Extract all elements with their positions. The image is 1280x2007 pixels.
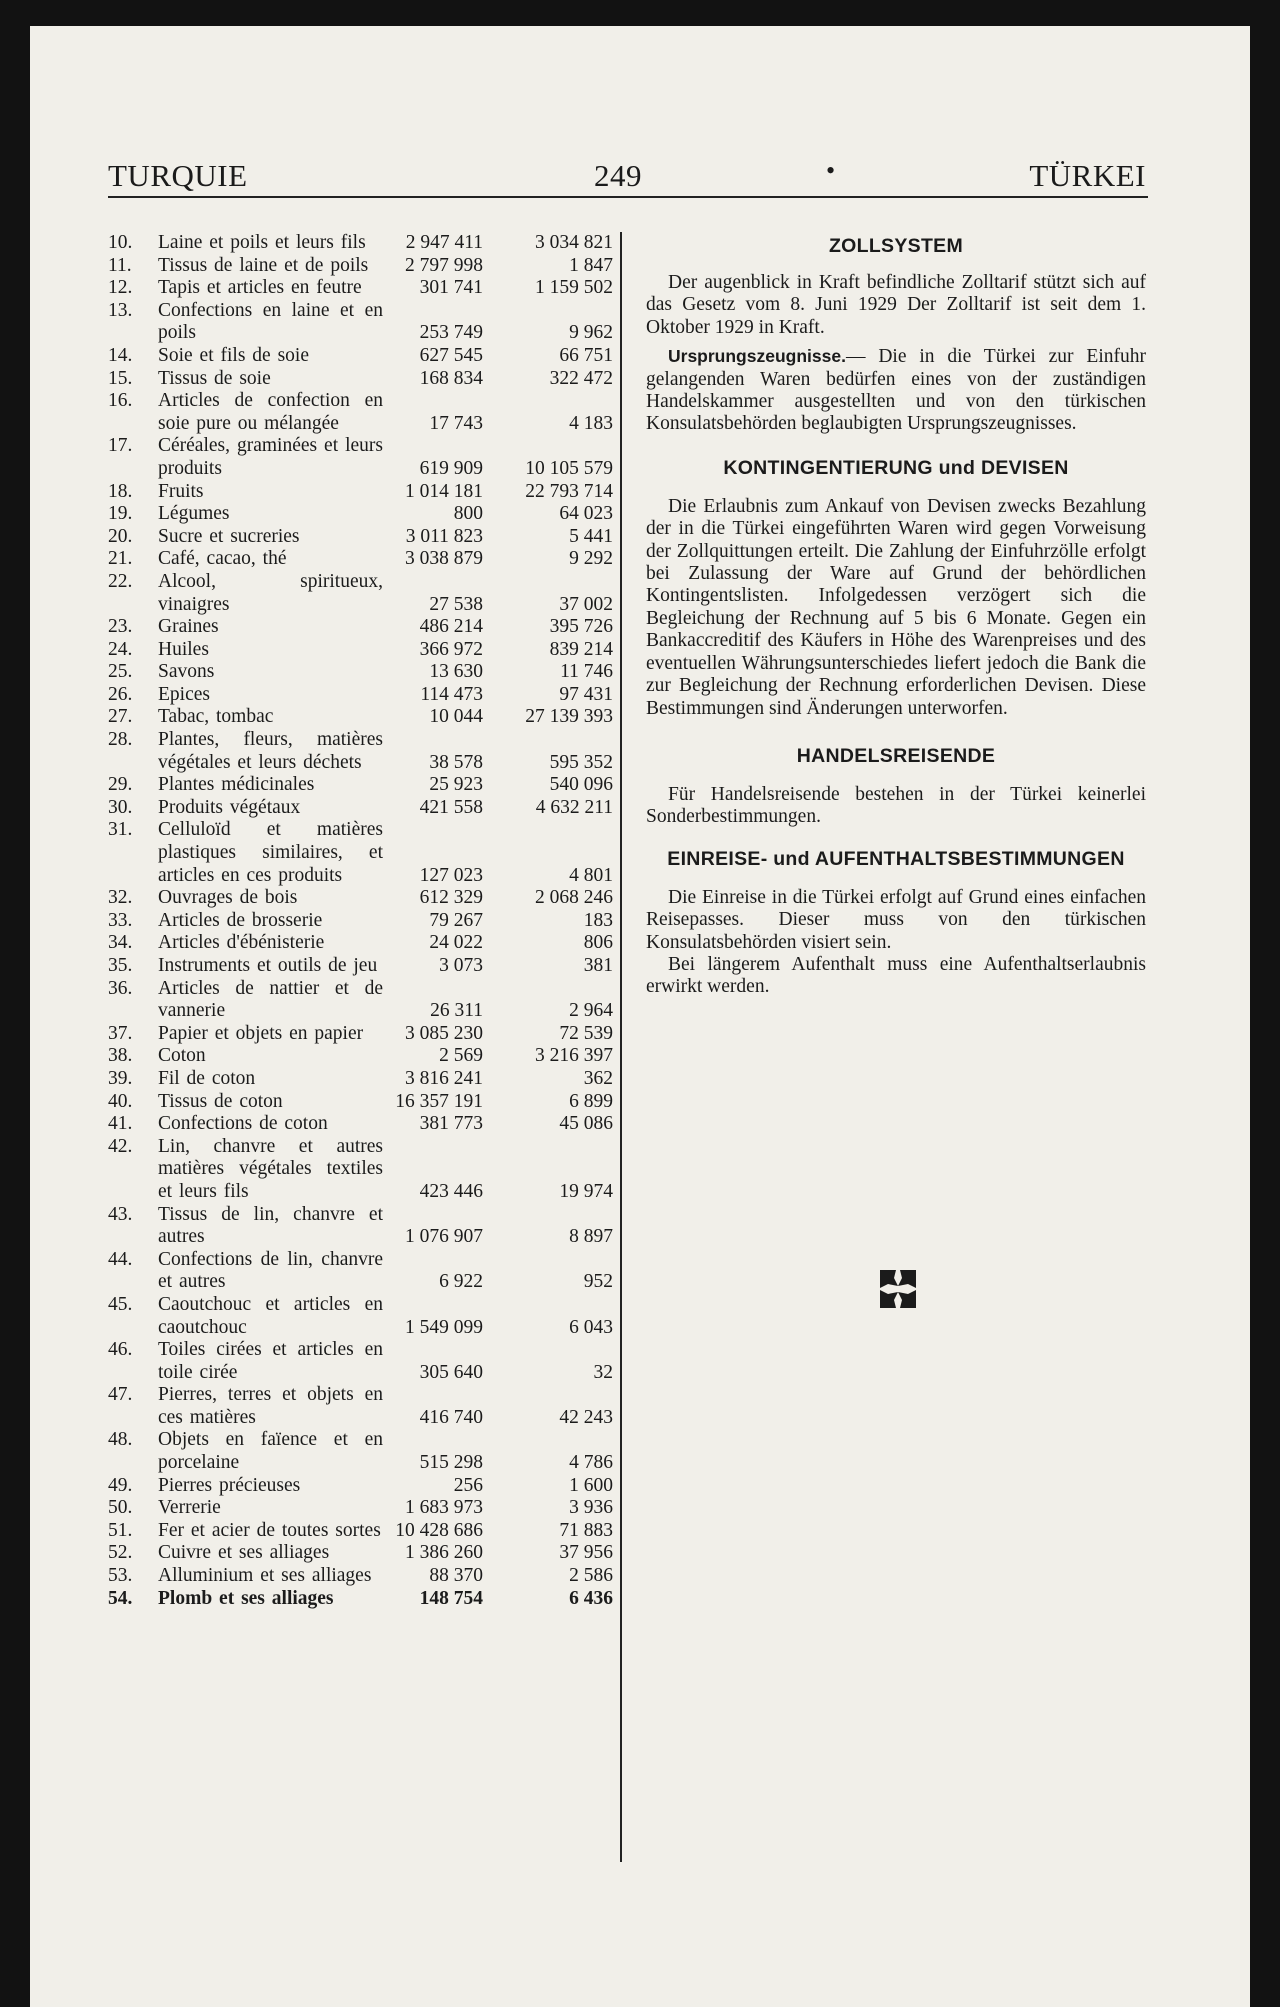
row-description: Fer et acier de toutes sortes: [158, 1519, 381, 1541]
row-value-2: 9 292: [569, 548, 613, 570]
row-value-2: 4 801: [569, 864, 613, 886]
row-value-1: 88 370: [429, 1565, 483, 1587]
table-row: [108, 1204, 613, 1249]
row-description: Tissus de laine et de poils: [158, 254, 369, 276]
row-description: Tissus de lin, chanvre et autres: [158, 1203, 383, 1248]
row-value-2: 66 751: [559, 344, 613, 366]
row-value-1: 253 749: [419, 322, 483, 344]
row-number: 30.: [108, 796, 133, 818]
row-description: Articles d'ébénisterie: [158, 932, 325, 954]
zollsystem-heading: ZOLLSYSTEM: [828, 235, 964, 257]
row-value-1: 1 076 907: [405, 1226, 483, 1248]
row-number: 25.: [108, 661, 133, 683]
row-number: 22.: [108, 570, 133, 592]
row-value-2: 97 431: [559, 683, 613, 705]
row-description: Alcool, spiritueux, vinaigres: [158, 570, 383, 615]
row-number: 47.: [108, 1384, 133, 1406]
row-description: Café, cacao, thé: [158, 548, 287, 570]
row-number: 34.: [108, 932, 133, 954]
row-value-2: 71 883: [559, 1519, 613, 1541]
row-number: 50.: [108, 1497, 133, 1519]
table-row: [108, 774, 613, 797]
row-value-1: 3 073: [439, 955, 483, 976]
row-value-1: 423 446: [419, 1180, 483, 1202]
table-row: [108, 1023, 613, 1046]
kontingentierung-text: Die Erlaubnis zum Ankauf von Devisen zwecks Bezahlung der in die Türkei eingeführten Waren wird gegen Vorweisung der Zollquittungen erteilt. Die Zahlung der Einfuhrzölle erfolgt bei Zulassung der Ware auf Grund der behördlichen Kontingentslisten. Infolgedessen verzögert sich die Begleichung der Rechnung auf 5 bis 6 Monate. Gegen ein Bankaccreditif des Käufers in Höhe des Warenpreises und des eventuellen Währungsunterschiedes liefert jedoch die Bank die zur Begleichung der Rechnung erforderlichen Devisen. Diese Bestimmungen sind Änderungen unterworfen.: [646, 495, 1146, 719]
row-number: 28.: [108, 729, 133, 751]
row-number: 17.: [108, 435, 133, 457]
row-description: Caoutchouc et articles en caoutchouc: [158, 1293, 383, 1338]
right-column: [646, 232, 1146, 999]
row-description: Plomb et ses alliages: [158, 1587, 334, 1609]
row-value-2: 11 746: [560, 661, 613, 683]
row-number: 20.: [108, 525, 133, 547]
row-description: Instruments et outils de jeu: [158, 955, 378, 976]
row-value-2: 3 936: [569, 1497, 613, 1519]
row-description: Céréales, graminées et leurs produits: [158, 435, 383, 479]
row-value-1: 256: [453, 1474, 483, 1496]
row-value-2: 9 962: [569, 322, 613, 344]
row-number: 54.: [108, 1587, 133, 1609]
ursprung-text: — Die in die Türkei zur Einfuhr gelangenden Waren bedürfen eines von der zuständigen Handelskammer ausgestellten und von den türkischen Konsulatsbehörden beglaubigten Ursprungszeugnisses.: [646, 346, 1146, 435]
table-row: [108, 797, 613, 820]
table-row: [108, 1588, 613, 1611]
row-number: 27.: [108, 706, 133, 728]
row-value-1: 3 085 230: [405, 1022, 483, 1044]
row-value-2: 37 002: [559, 593, 613, 615]
row-value-1: 305 640: [419, 1361, 483, 1383]
row-value-2: 10 105 579: [525, 457, 613, 479]
row-value-2: 183: [583, 909, 613, 931]
row-number: 48.: [108, 1429, 133, 1451]
row-description: Pierres, terres et objets en ces matières: [158, 1384, 383, 1428]
handelsreisende-text: Für Handelsreisende bestehen in der Türkei keinerlei Sonderbestimmungen.: [646, 783, 1146, 828]
table-row: [108, 661, 613, 684]
row-value-1: 25 923: [429, 774, 483, 796]
row-value-2: 72 539: [559, 1022, 613, 1044]
ornament-icon: [878, 1268, 918, 1310]
row-value-2: 6 043: [569, 1316, 613, 1338]
row-value-2: 1 847: [569, 254, 613, 276]
row-value-1: 38 578: [429, 751, 483, 773]
row-description: Cuivre et ses alliages: [158, 1542, 330, 1564]
table-row: [108, 1542, 613, 1565]
row-number: 52.: [108, 1542, 133, 1564]
row-description: Articles de confection en soie pure ou mélangée: [158, 390, 383, 434]
row-description: Tissus de coton: [158, 1090, 283, 1112]
row-description: Tissus de soie: [158, 367, 271, 389]
table-row: [108, 978, 613, 1023]
row-number: 29.: [108, 774, 133, 796]
row-number: 23.: [108, 616, 133, 638]
zollsystem-text: Der augenblick in Kraft befindliche Zolltarif stützt sich auf das Gesetz vom 8. Juni 1929 Der Zolltarif ist seit dem 1. Oktober 1929 in Kraft.: [646, 272, 1146, 338]
row-value-1: 1 386 260: [405, 1542, 483, 1564]
row-value-1: 13 630: [429, 661, 483, 683]
row-description: Articles de nattier et de vannerie: [158, 977, 383, 1022]
row-description: Plantes, fleurs, matières végétales et leurs déchets: [158, 729, 383, 773]
row-value-2: 22 793 714: [525, 480, 613, 502]
row-number: 15.: [108, 367, 133, 389]
row-description: Confections en laine et en poils: [158, 299, 383, 344]
row-value-2: 395 726: [549, 616, 613, 638]
row-value-2: 2 586: [569, 1565, 613, 1587]
row-value-2: 27 139 393: [525, 706, 613, 728]
row-value-2: 1 600: [569, 1474, 613, 1496]
row-number: 51.: [108, 1519, 133, 1541]
row-description: Confections de coton: [158, 1113, 328, 1135]
row-description: Articles de brosserie: [158, 909, 323, 931]
scan-border-top: [0, 0, 1280, 26]
table-row: [108, 616, 613, 639]
row-description: Papier et objets en papier: [158, 1022, 364, 1044]
header-dot: •: [826, 156, 836, 185]
row-number: 13.: [108, 299, 133, 321]
row-value-2: 1 159 502: [535, 277, 613, 299]
table-row: [108, 277, 613, 300]
row-description: Savons: [158, 661, 215, 683]
row-value-1: 3 816 241: [405, 1067, 483, 1089]
table-row: [108, 1429, 613, 1474]
table-row: [108, 1136, 613, 1204]
row-number: 36.: [108, 977, 133, 999]
row-description: Objets en faïence et en porcelaine: [158, 1429, 383, 1474]
row-number: 11.: [108, 254, 132, 276]
row-description: Toiles cirées et articles en toile cirée: [158, 1339, 383, 1383]
row-value-2: 4 786: [569, 1452, 613, 1474]
einreise-heading: EINREISE- und AUFENTHALTSBESTIMMUNGEN: [667, 847, 1125, 870]
row-description: Confections de lin, chanvre et autres: [158, 1248, 383, 1293]
header-rule: [108, 196, 1148, 198]
ursprung-paragraph: [646, 345, 1146, 436]
row-value-2: 3 034 821: [535, 232, 613, 253]
row-value-2: 45 086: [559, 1113, 613, 1135]
table-row: [108, 1384, 613, 1429]
row-number: 44.: [108, 1248, 133, 1270]
row-description: Huiles: [158, 638, 209, 660]
table-row: [108, 435, 613, 480]
page-number: 249: [594, 158, 642, 193]
table-row: [108, 255, 613, 278]
table-row: [108, 571, 613, 616]
table-row: [108, 1113, 613, 1136]
row-value-1: 301 741: [419, 277, 483, 299]
row-value-1: 2 569: [439, 1045, 483, 1067]
row-number: 10.: [108, 232, 133, 253]
row-value-2: 806: [583, 932, 613, 954]
row-number: 12.: [108, 277, 133, 299]
page-header: [108, 158, 1146, 198]
row-number: 49.: [108, 1474, 133, 1496]
row-value-2: 595 352: [549, 751, 613, 773]
row-number: 37.: [108, 1022, 133, 1044]
row-number: 33.: [108, 909, 133, 931]
row-value-2: 2 068 246: [535, 887, 613, 909]
row-number: 18.: [108, 480, 133, 502]
table-row: [108, 684, 613, 707]
row-value-1: 366 972: [419, 638, 483, 660]
row-description: Epices: [158, 683, 210, 705]
row-number: 14.: [108, 344, 133, 366]
row-value-1: 627 545: [419, 344, 483, 366]
row-value-2: 839 214: [549, 638, 613, 660]
row-value-2: 952: [583, 1271, 613, 1293]
table-row: [108, 1091, 613, 1114]
table-row: [108, 1475, 613, 1498]
row-value-2: 5 441: [569, 525, 613, 547]
table-row: [108, 887, 613, 910]
handelsreisende-heading: HANDELSREISENDE: [796, 744, 996, 767]
row-number: 40.: [108, 1090, 133, 1112]
row-value-2: 540 096: [549, 774, 613, 796]
table-row: [108, 1068, 613, 1091]
row-number: 42.: [108, 1135, 133, 1157]
header-right-title: TÜRKEI: [1029, 158, 1146, 193]
row-number: 26.: [108, 683, 133, 705]
table-row: [108, 910, 613, 933]
row-value-2: 3 216 397: [535, 1045, 613, 1067]
row-number: 16.: [108, 390, 133, 412]
row-value-1: 2 947 411: [405, 232, 483, 253]
row-description: Pierres précieuses: [158, 1474, 301, 1496]
table-row: [108, 345, 613, 368]
scan-border-left: [0, 0, 30, 2007]
table-row: [108, 368, 613, 391]
row-description: Produits végétaux: [158, 796, 301, 818]
row-value-1: 16 357 191: [395, 1090, 483, 1112]
row-value-2: 362: [583, 1067, 613, 1089]
row-number: 46.: [108, 1339, 133, 1361]
row-value-1: 24 022: [429, 932, 483, 954]
einreise-text: Die Einreise in die Türkei erfolgt auf Grund eines einfachen Reisepasses. Dieser muss von den türkischen Konsulatsbehörden visiert sein.: [646, 886, 1146, 953]
table-row: [108, 390, 613, 435]
row-number: 35.: [108, 955, 133, 976]
row-number: 43.: [108, 1203, 133, 1225]
row-value-2: 42 243: [559, 1406, 613, 1428]
row-value-2: 6 899: [569, 1090, 613, 1112]
row-value-1: 10 044: [429, 706, 483, 728]
column-divider: [620, 232, 622, 1862]
table-row: [108, 1565, 613, 1588]
row-value-1: 612 329: [419, 887, 483, 909]
row-value-1: 619 909: [419, 457, 483, 479]
table-row: [108, 526, 613, 549]
row-number: 21.: [108, 548, 133, 570]
row-description: Verrerie: [158, 1497, 221, 1519]
row-number: 45.: [108, 1293, 133, 1315]
kontingentierung-heading: KONTINGENTIERUNG und DEVISEN: [723, 456, 1069, 479]
row-number: 31.: [108, 819, 133, 841]
table-row: [108, 706, 613, 729]
row-value-1: 148 754: [419, 1587, 483, 1609]
row-description: Légumes: [158, 503, 230, 525]
import-table: [108, 232, 613, 1610]
row-value-2: 322 472: [549, 367, 613, 389]
row-description: Lin, chanvre et autres matières végétales textiles et leurs fils: [158, 1135, 383, 1202]
row-value-1: 416 740: [419, 1406, 483, 1428]
row-value-2: 6 436: [569, 1587, 613, 1609]
row-number: 24.: [108, 638, 133, 660]
row-value-1: 27 538: [429, 593, 483, 615]
table-row: [108, 481, 613, 504]
ursprung-lead: Ursprungszeugnisse.: [668, 346, 846, 367]
row-value-2: 37 956: [559, 1542, 613, 1564]
table-row: [108, 819, 613, 887]
row-value-2: 8 897: [569, 1226, 613, 1248]
table-row: [108, 503, 613, 526]
row-number: 32.: [108, 887, 133, 909]
row-value-2: 64 023: [559, 503, 613, 525]
row-description: Ouvrages de bois: [158, 887, 298, 909]
row-description: Alluminium et ses alliages: [158, 1565, 372, 1587]
row-description: Sucre et sucreries: [158, 525, 300, 547]
table-row: [108, 1497, 613, 1520]
row-value-1: 3 038 879: [405, 548, 483, 570]
row-value-1: 1 549 099: [405, 1316, 483, 1338]
row-value-1: 2 797 998: [405, 254, 483, 276]
row-description: Plantes médicinales: [158, 774, 315, 796]
row-number: 39.: [108, 1067, 133, 1089]
aufenthalt-text: Bei längerem Aufenthalt muss eine Aufenthaltserlaubnis erwirkt werden.: [646, 953, 1146, 998]
table-row: [108, 548, 613, 571]
row-value-1: 79 267: [429, 909, 483, 931]
row-description: Fil de coton: [158, 1067, 256, 1089]
row-value-2: 381: [583, 955, 613, 976]
row-value-2: 4 183: [569, 412, 613, 434]
row-number: 53.: [108, 1565, 133, 1587]
table-row: [108, 955, 613, 978]
row-description: Laine et poils et leurs fils: [158, 232, 366, 253]
row-description: Soie et fils de soie: [158, 344, 309, 366]
table-row: [108, 1045, 613, 1068]
row-value-1: 168 834: [419, 367, 483, 389]
row-value-1: 6 922: [439, 1271, 483, 1293]
row-description: Tabac, tombac: [158, 706, 274, 728]
row-value-1: 127 023: [419, 864, 483, 886]
row-value-2: 4 632 211: [535, 796, 613, 818]
table-row: [108, 1294, 613, 1339]
row-number: 19.: [108, 503, 133, 525]
row-value-1: 486 214: [419, 616, 483, 638]
row-value-1: 26 311: [430, 1000, 483, 1022]
row-value-2: 2 964: [569, 1000, 613, 1022]
row-description: Graines: [158, 616, 219, 638]
row-number: 41.: [108, 1113, 133, 1135]
scan-border-right: [1250, 0, 1280, 2007]
table-row: [108, 639, 613, 662]
table-row: [108, 300, 613, 345]
row-description: Coton: [158, 1045, 206, 1067]
row-value-1: 515 298: [419, 1452, 483, 1474]
table-row: [108, 232, 613, 255]
row-value-1: 381 773: [419, 1113, 483, 1135]
table-row: [108, 729, 613, 774]
table-row: [108, 932, 613, 955]
table-row: [108, 1249, 613, 1294]
header-left-title: TURQUIE: [108, 158, 248, 193]
row-description: Celluloïd et matières plastiques similaires, et articles en ces produits: [158, 819, 383, 886]
row-value-2: 19 974: [559, 1180, 613, 1202]
row-value-1: 114 473: [420, 683, 483, 705]
row-value-1: 1 683 973: [405, 1497, 483, 1519]
table-row: [108, 1339, 613, 1384]
row-description: Fruits: [158, 480, 204, 502]
row-value-1: 17 743: [429, 412, 483, 434]
row-value-1: 800: [453, 503, 483, 525]
row-value-1: 1 014 181: [405, 480, 483, 502]
row-value-2: 32: [593, 1361, 613, 1383]
row-value-1: 421 558: [419, 796, 483, 818]
table-row: [108, 1520, 613, 1543]
row-value-1: 3 011 823: [405, 525, 483, 547]
row-value-1: 10 428 686: [395, 1519, 483, 1541]
row-description: Tapis et articles en feutre: [158, 277, 362, 299]
row-number: 38.: [108, 1045, 133, 1067]
